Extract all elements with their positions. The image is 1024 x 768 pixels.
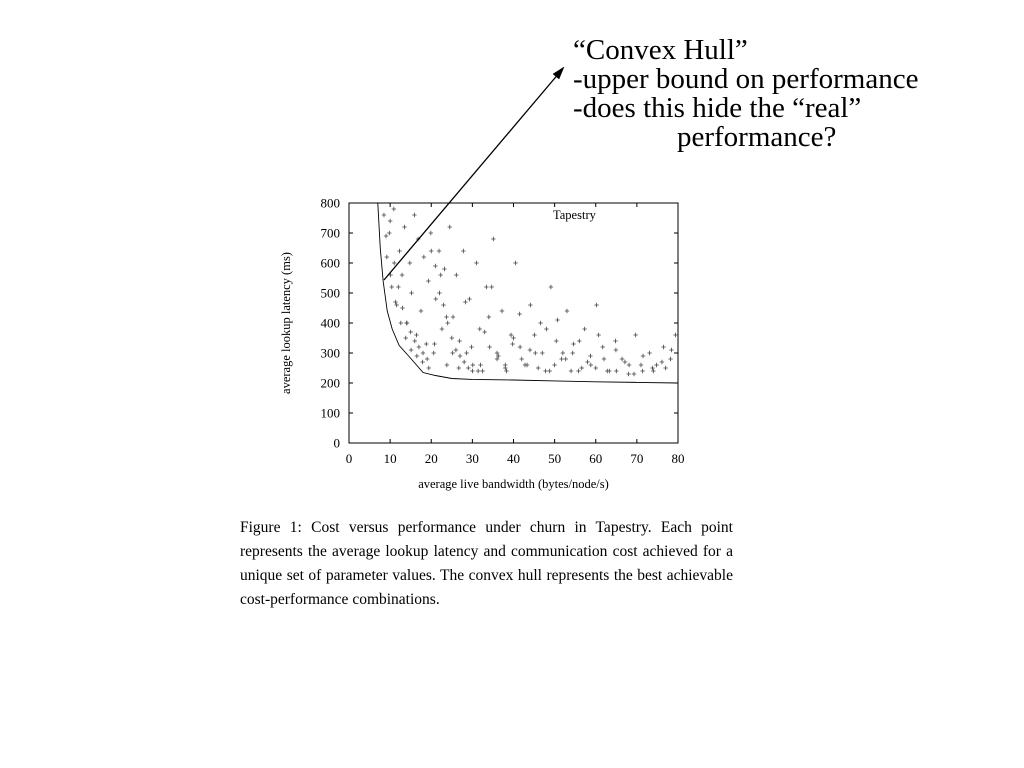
y-tick-label-3: 300 <box>320 345 340 361</box>
data-point-145 <box>569 369 573 373</box>
data-point-60 <box>601 345 605 349</box>
data-point-120 <box>417 345 421 349</box>
data-point-127 <box>446 321 450 325</box>
data-point-103 <box>588 354 592 358</box>
data-point-0 <box>382 213 386 217</box>
annotation-arrow-line <box>384 72 560 280</box>
data-point-53 <box>559 357 563 361</box>
data-point-16 <box>422 255 426 259</box>
data-point-39 <box>491 237 495 241</box>
data-point-95 <box>525 363 529 367</box>
data-point-101 <box>571 342 575 346</box>
data-point-2 <box>387 231 391 235</box>
data-point-106 <box>614 348 618 352</box>
data-point-25 <box>445 363 449 367</box>
x-tick-label-1: 10 <box>383 451 397 466</box>
data-point-71 <box>673 333 677 337</box>
data-point-87 <box>469 345 473 349</box>
x-tick-label-0: 0 <box>345 451 353 466</box>
x-tick-label-7: 70 <box>630 451 644 466</box>
data-point-111 <box>660 360 664 364</box>
data-point-96 <box>532 333 536 337</box>
data-point-93 <box>510 342 514 346</box>
data-point-137 <box>503 363 507 367</box>
data-point-6 <box>397 249 401 253</box>
y-tick-label-4: 400 <box>320 315 340 331</box>
data-point-143 <box>552 363 556 367</box>
data-point-132 <box>466 366 470 370</box>
data-point-34 <box>474 261 478 265</box>
annotation-line-upper-bound: -upper bound on performance <box>573 63 919 95</box>
data-point-77 <box>409 348 413 352</box>
data-point-140 <box>528 348 532 352</box>
data-point-47 <box>528 303 532 307</box>
data-point-37 <box>484 285 488 289</box>
data-point-99 <box>555 318 559 322</box>
data-point-22 <box>437 249 441 253</box>
data-point-10 <box>408 261 412 265</box>
data-point-90 <box>490 285 494 289</box>
annotation-line-question: -does this hide the “real” <box>573 92 862 124</box>
data-point-66 <box>640 369 644 373</box>
data-point-21 <box>434 297 438 301</box>
annotation-title: “Convex Hull” <box>573 34 748 66</box>
legend-label: Tapestry <box>553 208 596 222</box>
data-point-116 <box>400 306 404 310</box>
data-point-121 <box>421 351 425 355</box>
data-point-57 <box>582 327 586 331</box>
data-point-76 <box>404 336 408 340</box>
data-point-94 <box>517 312 521 316</box>
data-point-100 <box>564 357 568 361</box>
data-point-109 <box>641 354 645 358</box>
data-point-131 <box>462 360 466 364</box>
data-point-18 <box>426 279 430 283</box>
convex-hull-line <box>378 203 678 383</box>
data-point-67 <box>647 351 651 355</box>
data-point-44 <box>513 261 517 265</box>
data-point-81 <box>432 342 436 346</box>
data-point-54 <box>565 309 569 313</box>
data-point-68 <box>654 363 658 367</box>
data-point-108 <box>632 372 636 376</box>
annotation-line-performance: performance? <box>677 121 837 153</box>
data-point-63 <box>620 357 624 361</box>
data-point-45 <box>518 345 522 349</box>
data-point-102 <box>580 366 584 370</box>
data-point-117 <box>404 321 408 325</box>
data-point-112 <box>669 348 673 352</box>
y-tick-label-7: 700 <box>320 225 340 241</box>
data-point-20 <box>432 351 436 355</box>
data-point-130 <box>458 354 462 358</box>
data-point-125 <box>437 291 441 295</box>
data-point-75 <box>399 321 403 325</box>
data-point-56 <box>576 369 580 373</box>
data-point-126 <box>441 303 445 307</box>
data-point-107 <box>623 360 627 364</box>
data-point-24 <box>442 267 446 271</box>
data-point-105 <box>605 369 609 373</box>
y-tick-label-0: 0 <box>333 435 340 451</box>
data-point-78 <box>415 354 419 358</box>
annotation-arrowhead <box>553 67 564 79</box>
data-point-33 <box>471 363 475 367</box>
data-point-152 <box>639 363 643 367</box>
data-point-104 <box>596 333 600 337</box>
data-point-3 <box>390 285 394 289</box>
data-point-151 <box>626 372 630 376</box>
data-point-1 <box>385 255 389 259</box>
data-point-26 <box>448 225 452 229</box>
data-point-29 <box>457 339 461 343</box>
data-point-64 <box>627 363 631 367</box>
y-axis-label: average lookup latency (ms) <box>279 252 293 394</box>
data-point-70 <box>668 357 672 361</box>
data-point-15 <box>419 309 423 313</box>
data-point-141 <box>536 366 540 370</box>
data-point-50 <box>543 369 547 373</box>
data-point-31 <box>464 351 468 355</box>
data-point-84 <box>450 351 454 355</box>
data-point-97 <box>540 351 544 355</box>
data-point-55 <box>571 351 575 355</box>
data-point-86 <box>463 300 467 304</box>
data-point-59 <box>594 303 598 307</box>
data-point-23 <box>440 327 444 331</box>
data-point-4 <box>392 207 396 211</box>
data-point-58 <box>589 363 593 367</box>
data-point-80 <box>427 366 431 370</box>
data-point-11 <box>409 291 413 295</box>
data-point-154 <box>663 366 667 370</box>
data-point-32 <box>467 297 471 301</box>
data-point-98 <box>547 369 551 373</box>
data-point-82 <box>439 273 443 277</box>
y-tick-label-1: 100 <box>320 405 340 421</box>
data-point-85 <box>457 366 461 370</box>
data-point-118 <box>408 330 412 334</box>
data-point-119 <box>413 339 417 343</box>
data-point-30 <box>461 249 465 253</box>
data-point-123 <box>429 249 433 253</box>
data-point-65 <box>633 333 637 337</box>
data-point-7 <box>400 273 404 277</box>
y-tick-label-8: 800 <box>320 195 340 211</box>
data-point-28 <box>454 273 458 277</box>
data-point-88 <box>476 369 480 373</box>
data-point-133 <box>470 369 474 373</box>
data-point-35 <box>478 327 482 331</box>
data-point-27 <box>451 315 455 319</box>
data-point-113 <box>388 219 392 223</box>
x-tick-label-6: 60 <box>589 451 603 466</box>
data-point-36 <box>480 369 484 373</box>
data-point-72 <box>384 234 388 238</box>
x-tick-label-5: 50 <box>548 451 562 466</box>
data-point-128 <box>450 336 454 340</box>
data-point-138 <box>511 336 515 340</box>
data-point-79 <box>420 360 424 364</box>
y-tick-label-6: 600 <box>320 255 340 271</box>
x-tick-label-3: 30 <box>465 451 479 466</box>
data-point-38 <box>487 345 491 349</box>
data-point-49 <box>538 321 542 325</box>
data-point-62 <box>613 339 617 343</box>
data-point-139 <box>520 357 524 361</box>
data-point-147 <box>585 360 589 364</box>
data-point-17 <box>424 342 428 346</box>
data-point-110 <box>650 366 654 370</box>
data-point-13 <box>414 333 418 337</box>
data-point-83 <box>444 315 448 319</box>
data-point-41 <box>500 309 504 313</box>
x-axis-label: average live bandwidth (bytes/node/s) <box>418 477 609 491</box>
data-point-135 <box>487 315 491 319</box>
data-point-89 <box>483 330 487 334</box>
data-point-8 <box>402 225 406 229</box>
data-point-142 <box>544 327 548 331</box>
figure-caption: Figure 1: Cost versus performance under churn in Tapestry. Each point represents the average lookup latency and communication cost achieved for a unique set of parameter values. The convex hull represents the best achievable cost-performance combinations. <box>240 519 733 608</box>
data-point-144 <box>561 351 565 355</box>
data-point-149 <box>602 357 606 361</box>
data-point-12 <box>412 213 416 217</box>
data-point-124 <box>433 264 437 268</box>
plot-frame <box>349 203 678 443</box>
data-point-19 <box>429 231 433 235</box>
data-point-122 <box>425 357 429 361</box>
x-tick-label-2: 20 <box>424 451 438 466</box>
data-point-134 <box>478 363 482 367</box>
data-point-52 <box>554 339 558 343</box>
data-point-43 <box>509 333 513 337</box>
data-point-48 <box>533 351 537 355</box>
x-tick-label-8: 80 <box>671 451 685 466</box>
x-tick-label-4: 40 <box>507 451 520 466</box>
data-point-146 <box>577 339 581 343</box>
data-point-69 <box>661 345 665 349</box>
data-point-148 <box>594 366 598 370</box>
data-point-114 <box>392 261 396 265</box>
data-point-150 <box>614 369 618 373</box>
y-tick-label-5: 500 <box>320 285 340 301</box>
data-point-51 <box>549 285 553 289</box>
data-point-115 <box>396 285 400 289</box>
y-tick-label-2: 200 <box>320 375 340 391</box>
data-point-153 <box>651 369 655 373</box>
data-point-129 <box>454 348 458 352</box>
